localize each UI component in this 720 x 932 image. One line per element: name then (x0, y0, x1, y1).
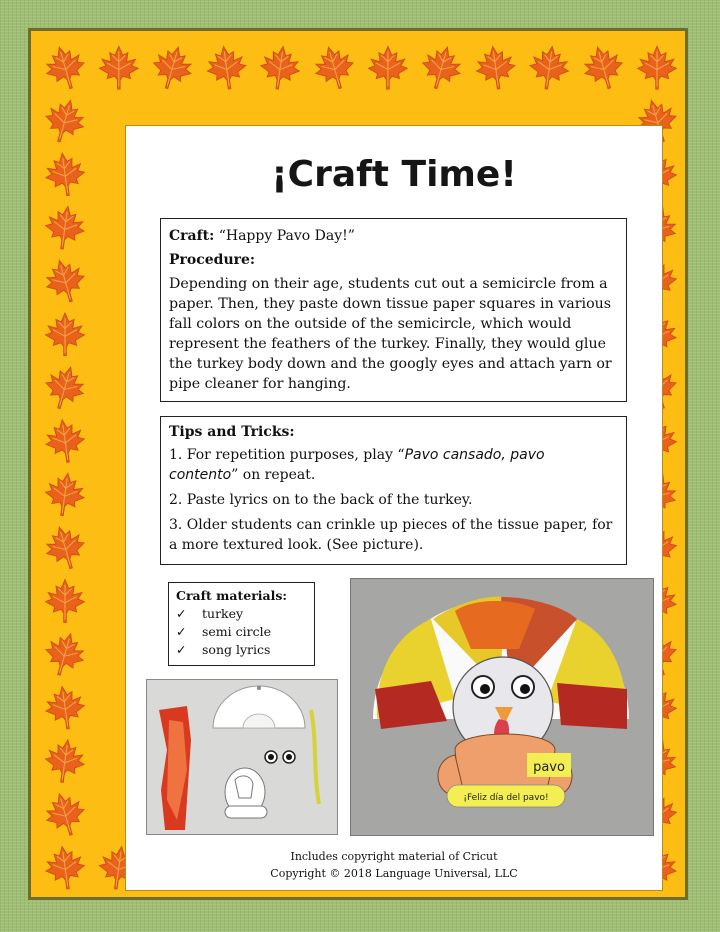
page-title: ¡Craft Time! (271, 154, 517, 195)
maple-leaf-icon (43, 737, 88, 785)
material-label: turkey (202, 606, 244, 621)
procedure-text: Depending on their age, students cut out a semicircle from a paper. Then, they paste down tissue paper squares in various fall colors on the outside of the semicircle, which would represent the feathers of the turkey. Finally, they would glue the turkey body down and the googly eyes and attach yarn or pipe cleaner for hanging. (169, 276, 612, 392)
maple-leaf-icon (40, 95, 89, 147)
maple-leaf-icon (473, 44, 518, 92)
maple-leaf-icon (41, 788, 90, 840)
tip-1-end: ” on repeat. (231, 467, 316, 483)
tips-heading: Tips and Tricks: (169, 424, 295, 440)
maple-leaf-icon (43, 470, 88, 518)
craft-line (169, 226, 618, 246)
craft-name: “Happy Pavo Day!” (218, 228, 355, 244)
check-icon: ✓ (176, 606, 187, 621)
craft-label: Craft: (169, 228, 215, 244)
material-label: song lyrics (202, 642, 271, 657)
procedure-heading: Procedure: (169, 252, 256, 268)
craft-box (160, 218, 627, 402)
content-page (125, 125, 663, 891)
tip-1-start: 1. For repetition purposes, play “ (169, 447, 405, 463)
maple-leaf-icon (204, 44, 249, 92)
materials-box (168, 582, 315, 666)
leaf-border-frame (28, 28, 688, 900)
check-icon: ✓ (176, 642, 187, 657)
maple-leaf-icon (368, 46, 407, 89)
tips-box (160, 416, 627, 565)
maple-leaf-icon (148, 42, 197, 94)
pavo-sign-text: pavo (533, 760, 565, 775)
maple-leaf-icon (41, 255, 90, 307)
tip-2: 2. Paste lyrics on to the back of the turkey. (169, 492, 473, 508)
tip-1 (169, 445, 618, 485)
materials-heading: Craft materials: (176, 588, 288, 603)
material-label: semi circle (202, 624, 272, 639)
maple-leaf-icon (99, 46, 138, 89)
material-item (176, 605, 307, 623)
maple-leaf-icon (417, 42, 466, 94)
copyright-footer (126, 848, 662, 882)
maple-leaf-icon (638, 46, 677, 89)
material-item (176, 623, 307, 641)
maple-leaf-icon (579, 42, 628, 94)
song-title: Pavo cansado, pavo contento (169, 447, 545, 483)
maple-leaf-icon (41, 522, 90, 574)
finished-turkey-photo (350, 578, 654, 836)
maple-leaf-icon (46, 580, 85, 623)
maple-leaf-icon (43, 684, 88, 732)
maple-leaf-icon (46, 313, 85, 356)
maple-leaf-icon (310, 42, 359, 94)
maple-leaf-icon (41, 42, 90, 94)
credit-line-2: Copyright © 2018 Language Universal, LLC (270, 867, 518, 880)
maple-leaf-icon (40, 628, 89, 680)
craft-pieces-illustration (147, 680, 337, 834)
maple-leaf-icon (258, 44, 303, 92)
maple-leaf-icon (527, 44, 572, 92)
maple-leaf-icon (43, 417, 88, 465)
craft-pieces-photo (146, 679, 338, 835)
banner-text: ¡Feliz día del pavo! (463, 793, 549, 803)
maple-leaf-icon (43, 844, 88, 892)
turkey-craft-illustration (351, 579, 653, 835)
maple-leaf-icon (43, 150, 88, 198)
material-item (176, 641, 307, 659)
check-icon: ✓ (176, 624, 187, 639)
credit-line-1: Includes copyright material of Cricut (290, 850, 498, 863)
maple-leaf-icon (40, 362, 89, 414)
tip-3: 3. Older students can crinkle up pieces of the tissue paper, for a more textured look. (See picture). (169, 517, 613, 553)
maple-leaf-icon (43, 204, 88, 252)
